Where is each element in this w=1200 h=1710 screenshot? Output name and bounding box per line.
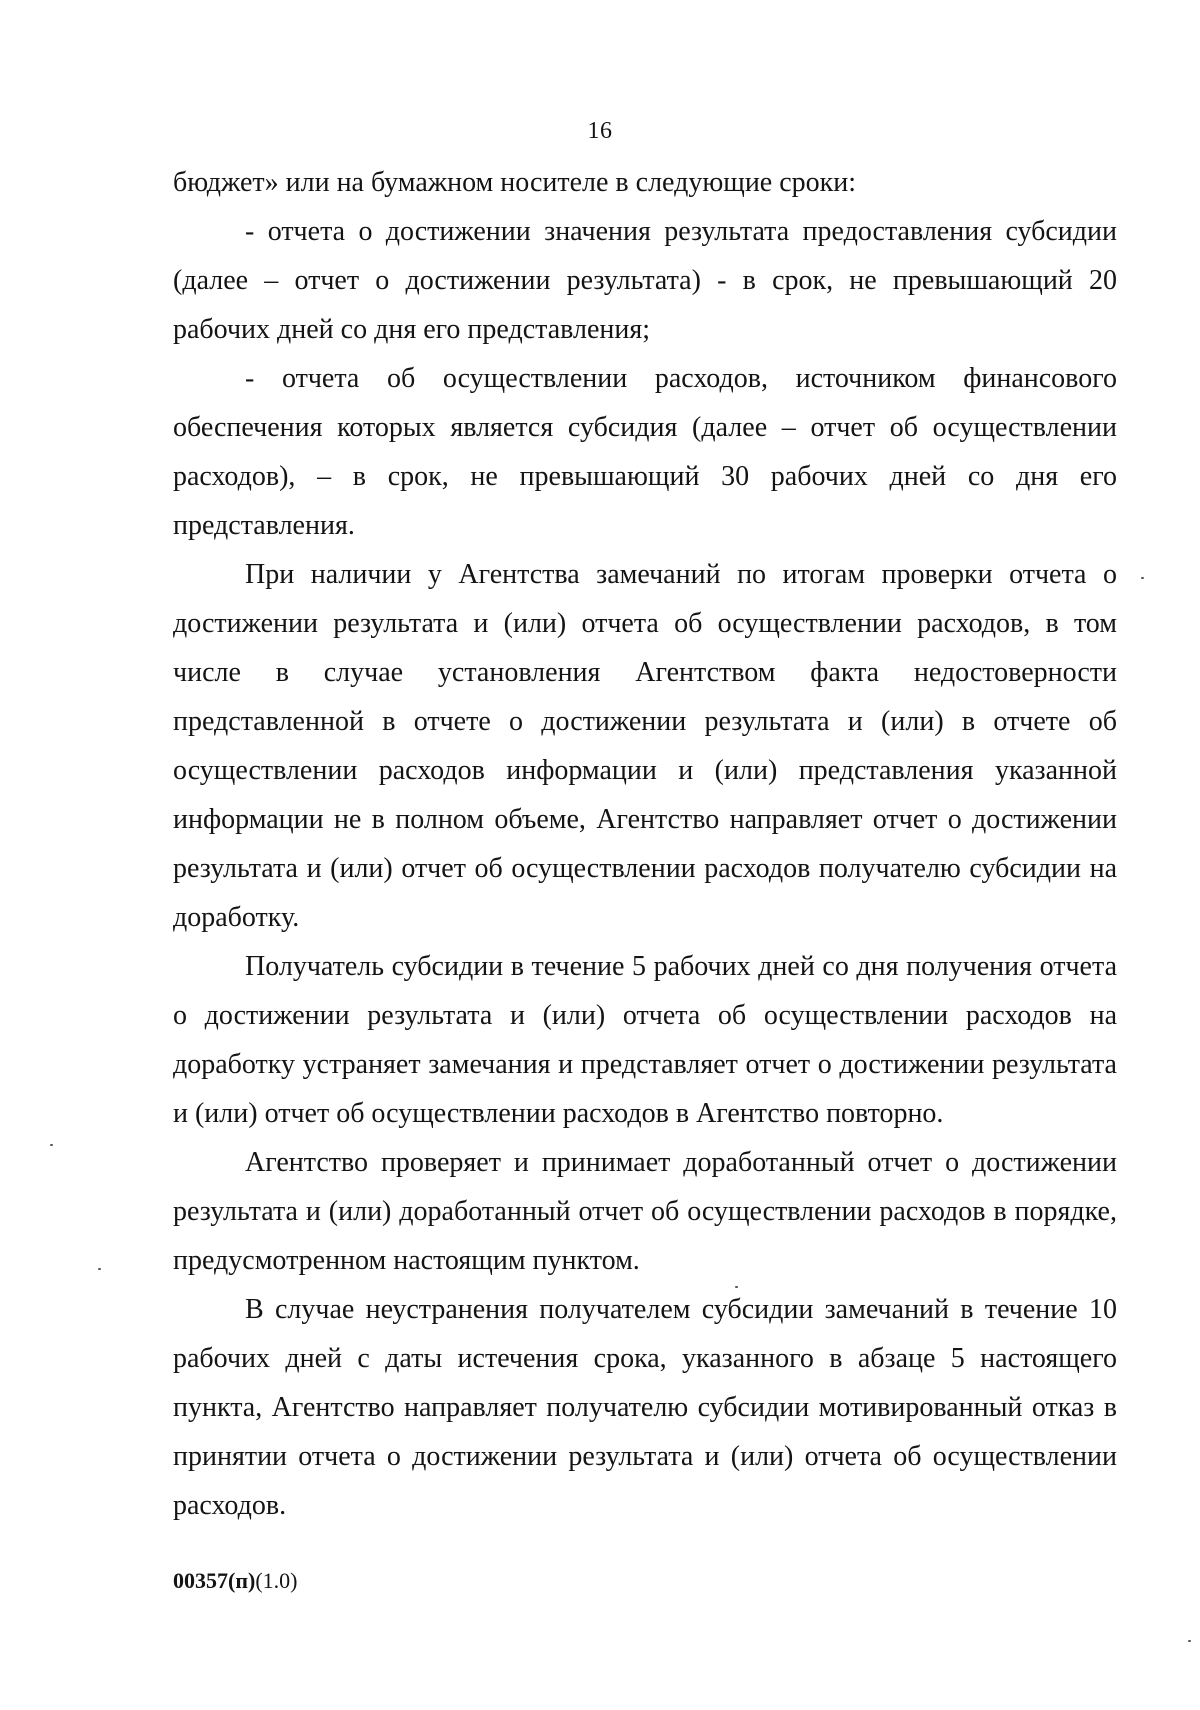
scan-speck — [98, 1268, 101, 1270]
document-code-number: 00357(п) — [173, 1568, 256, 1593]
document-code-version: (1.0) — [255, 1568, 298, 1593]
body-text — [173, 158, 1117, 1530]
paragraph-achievement-report-deadline: - отчета о достижении значения результата предоставления субсидии (далее – отчет о достижении результата) - в срок, не превышающий 20 рабочих дней со дня его представления; — [173, 216, 1117, 345]
paragraph-agency-acceptance: Агентство проверяет и принимает доработанный отчет о достижении результата и (или) доработанный отчет об осуществлении расходов в порядке, предусмотренном настоящим пунктом. — [173, 1147, 1117, 1276]
page-number: 16 — [587, 118, 613, 144]
paragraph-agency-remarks: При наличии у Агентства замечаний по итогам проверки отчета о достижении результата и (или) отчета об осуществлении расходов, в том числе в случае установления Агентством факта недостоверности представленной в отчете о достижении результата и (или) в отчете об осуществлении расходов информации и (или) представления указанной информации не в полном объеме, Агентство направляет отчет о достижении результата и (или) отчет об осуществлении расходов получателю субсидии на доработку. — [173, 559, 1117, 933]
paragraph-refusal: В случае неустранения получателем субсидии замечаний в течение 10 рабочих дней с даты истечения срока, указанного в абзаце 5 настоящего пункта, Агентство направляет получателю субсидии мотивированный отказ в принятии отчета о достижении результата и (или) отчета об осуществлении расходов. — [173, 1294, 1117, 1521]
scan-speck — [1141, 577, 1144, 579]
document-code — [173, 1568, 297, 1594]
scan-speck — [735, 1286, 738, 1288]
paragraph-recipient-revision: Получатель субсидии в течение 5 рабочих дней со дня получения отчета о достижении результата и (или) отчета об осуществлении расходов на доработку устраняет замечания и представляет отчет о достижении результата и (или) отчет об осуществлении расходов в Агентство повторно. — [173, 951, 1117, 1129]
paragraph-expense-report-deadline: - отчета об осуществлении расходов, источником финансового обеспечения которых является субсидия (далее – отчет об осуществлении расходов), – в срок, не превышающий 30 рабочих дней со дня его представления. — [173, 363, 1117, 541]
scan-speck — [1188, 1640, 1191, 1642]
paragraph-continuation: бюджет» или на бумажном носителе в следующие сроки: — [173, 167, 857, 198]
scan-speck — [50, 1144, 53, 1146]
